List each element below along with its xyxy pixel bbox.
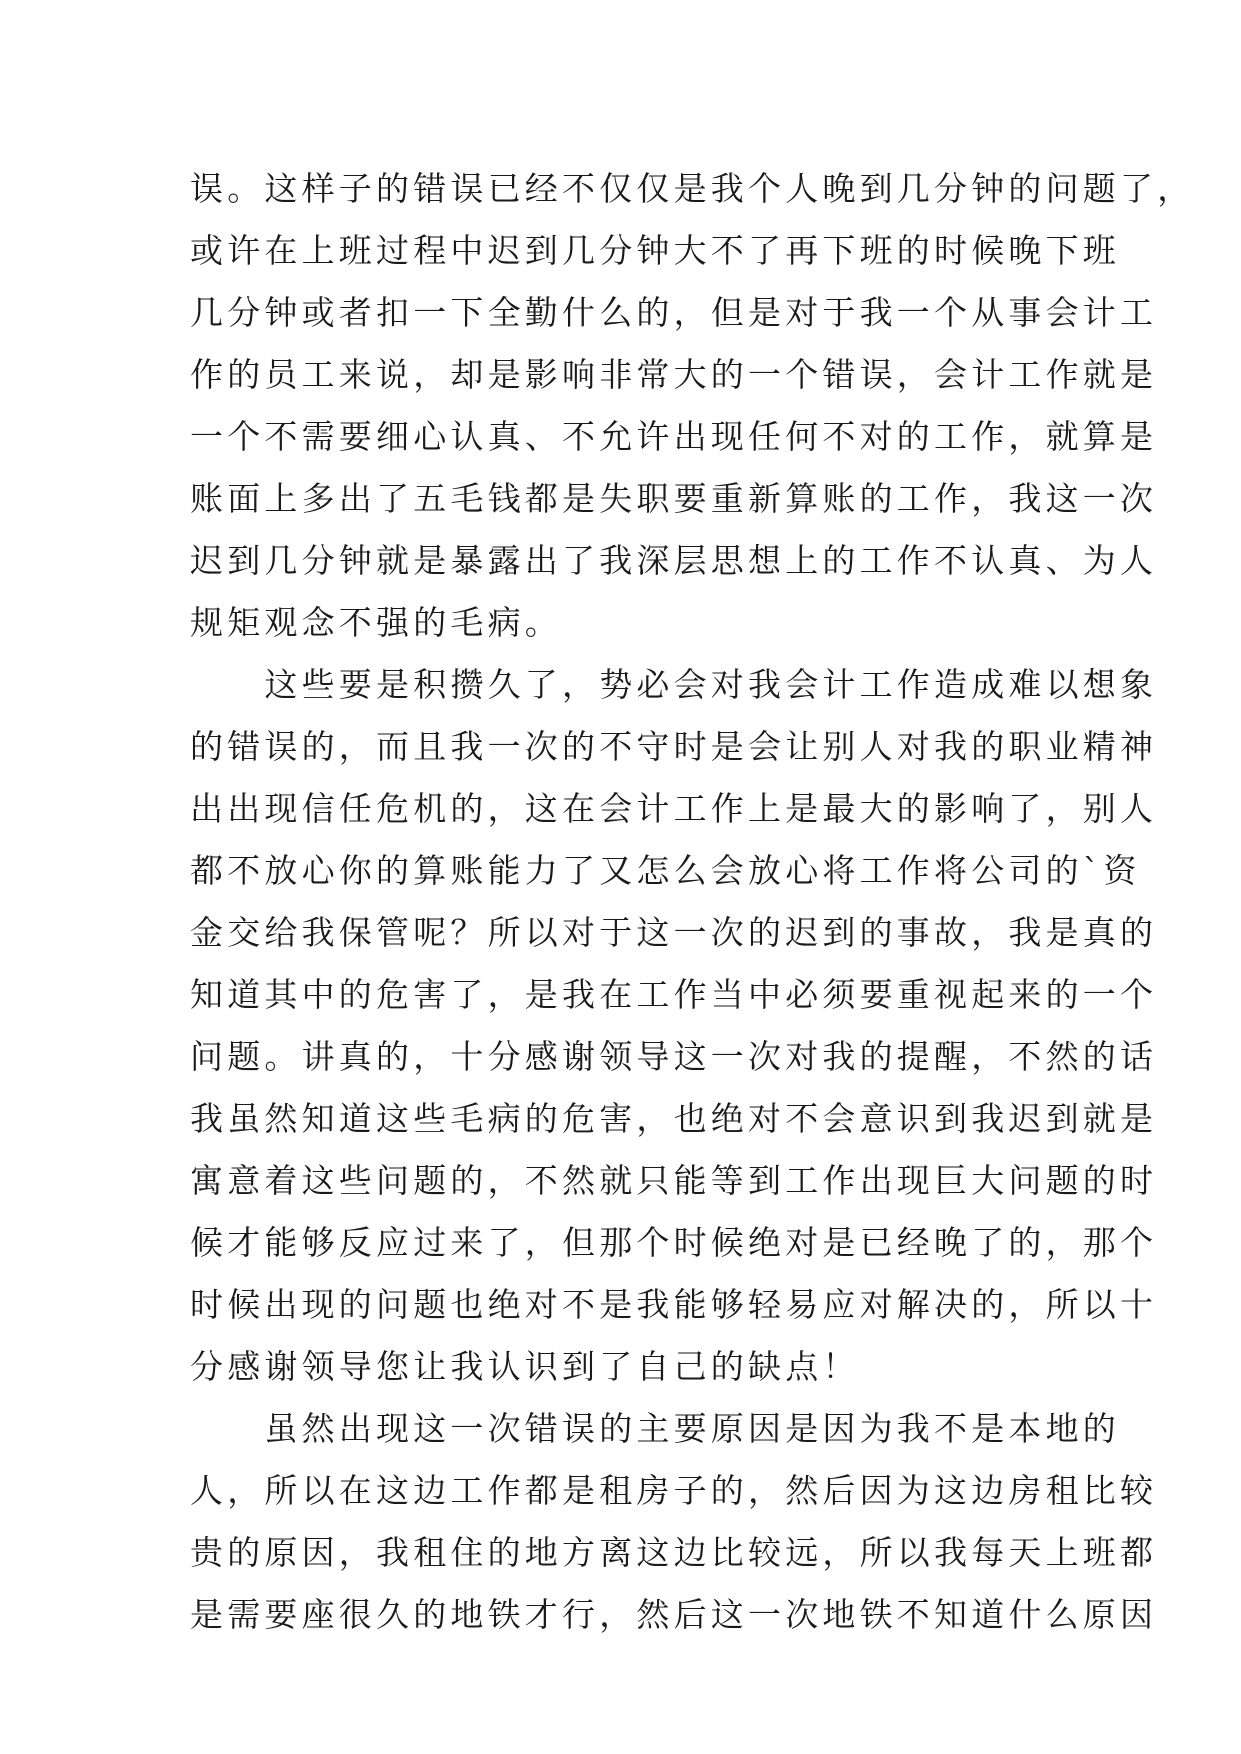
- text-line: 金交给我保管呢？所以对于这一次的迟到的事故，我是真的: [190, 913, 1158, 952]
- document-body: [190, 158, 1195, 1646]
- text-line: 误。这样子的错误已经不仅仅是我个人晚到几分钟的问题了，: [190, 169, 1195, 208]
- text-line: 分感谢领导您让我认识到了自己的缺点！: [190, 1347, 860, 1386]
- text-line: 人，所以在这边工作都是租房子的，然后因为这边房租比较: [190, 1471, 1158, 1510]
- text-line: 的错误的，而且我一次的不守时是会让别人对我的职业精神: [190, 727, 1158, 766]
- text-line: 知道其中的危害了，是我在工作当中必须要重视起来的一个: [190, 975, 1158, 1014]
- text-line: 规矩观念不强的毛病。: [190, 603, 562, 642]
- text-line: 迟到几分钟就是暴露出了我深层思想上的工作不认真、为人: [190, 541, 1158, 580]
- text-line: 一个不需要细心认真、不允许出现任何不对的工作，就算是: [190, 417, 1158, 456]
- text-line: 时候出现的问题也绝对不是我能够轻易应对解决的，所以十: [190, 1285, 1158, 1324]
- text-line: 都不放心你的算账能力了又怎么会放心将工作将公司的`资: [190, 851, 1141, 890]
- text-line: 这些要是积攒久了，势必会对我会计工作造成难以想象: [190, 665, 1158, 704]
- text-line: 我虽然知道这些毛病的危害，也绝对不会意识到我迟到就是: [190, 1099, 1158, 1138]
- text-line: 几分钟或者扣一下全勤什么的，但是对于我一个从事会计工: [190, 293, 1158, 332]
- text-line: 是需要座很久的地铁才行，然后这一次地铁不知道什么原因: [190, 1595, 1158, 1634]
- text-line: 贵的原因，我租住的地方离这边比较远，所以我每天上班都: [190, 1533, 1158, 1572]
- text-line: 候才能够反应过来了，但那个时候绝对是已经晚了的，那个: [190, 1223, 1158, 1262]
- text-line: 寓意着这些问题的，不然就只能等到工作出现巨大问题的时: [190, 1161, 1158, 1200]
- text-line: 问题。讲真的，十分感谢领导这一次对我的提醒，不然的话: [190, 1037, 1158, 1076]
- text-line: 或许在上班过程中迟到几分钟大不了再下班的时候晚下班: [190, 231, 1120, 270]
- text-line: 虽然出现这一次错误的主要原因是因为我不是本地的: [190, 1409, 1120, 1448]
- text-line: 作的员工来说，却是影响非常大的一个错误，会计工作就是: [190, 355, 1158, 394]
- text-line: 出出现信任危机的，这在会计工作上是最大的影响了，别人: [190, 789, 1158, 828]
- text-line: 账面上多出了五毛钱都是失职要重新算账的工作，我这一次: [190, 479, 1158, 518]
